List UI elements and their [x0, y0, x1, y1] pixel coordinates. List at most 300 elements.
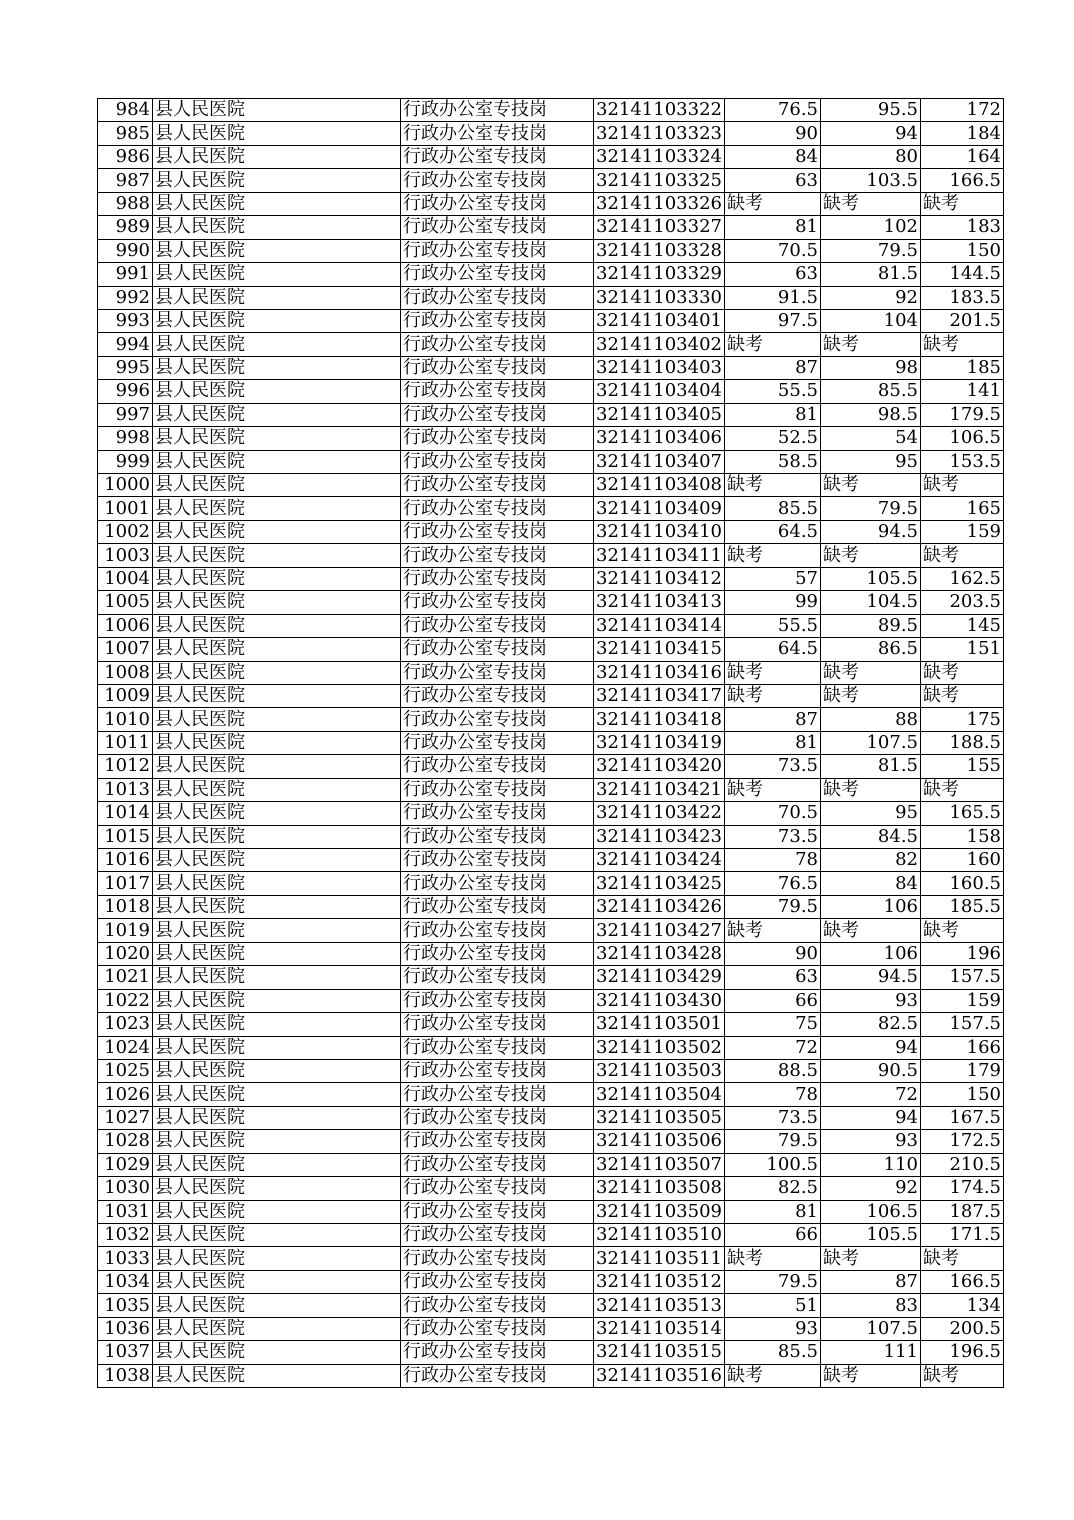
- exam-id-cell: 32141103407: [594, 450, 725, 473]
- employer-cell: 县人民医院: [153, 778, 401, 801]
- employer-cell: 县人民医院: [153, 1153, 401, 1176]
- serial-number-cell: 998: [98, 427, 153, 450]
- score-1-cell: 90: [725, 942, 821, 965]
- total-score-cell: 缺考: [921, 333, 1004, 356]
- score-table: [97, 98, 1004, 1388]
- exam-id-cell: 32141103404: [594, 380, 725, 403]
- exam-id-cell: 32141103422: [594, 802, 725, 825]
- employer-cell: 县人民医院: [153, 192, 401, 215]
- total-score-cell: 175: [921, 708, 1004, 731]
- position-cell: 行政办公室专技岗: [401, 286, 594, 309]
- position-cell: 行政办公室专技岗: [401, 1224, 594, 1247]
- employer-cell: 县人民医院: [153, 1013, 401, 1036]
- table-row: [98, 122, 1004, 145]
- score-1-cell: 79.5: [725, 1130, 821, 1153]
- total-score-cell: 缺考: [921, 192, 1004, 215]
- exam-id-cell: 32141103501: [594, 1013, 725, 1036]
- table-row: [98, 1083, 1004, 1106]
- serial-number-cell: 1018: [98, 895, 153, 918]
- score-1-cell: 缺考: [725, 192, 821, 215]
- score-1-cell: 63: [725, 966, 821, 989]
- employer-cell: 县人民医院: [153, 591, 401, 614]
- score-2-cell: 103.5: [821, 169, 921, 192]
- position-cell: 行政办公室专技岗: [401, 708, 594, 731]
- total-score-cell: 106.5: [921, 427, 1004, 450]
- score-2-cell: 缺考: [821, 192, 921, 215]
- exam-id-cell: 32141103511: [594, 1247, 725, 1270]
- serial-number-cell: 1038: [98, 1364, 153, 1387]
- position-cell: 行政办公室专技岗: [401, 169, 594, 192]
- serial-number-cell: 1024: [98, 1036, 153, 1059]
- employer-cell: 县人民医院: [153, 1177, 401, 1200]
- table-row: [98, 145, 1004, 168]
- exam-id-cell: 32141103515: [594, 1341, 725, 1364]
- table-row: [98, 849, 1004, 872]
- employer-cell: 县人民医院: [153, 1294, 401, 1317]
- employer-cell: 县人民医院: [153, 544, 401, 567]
- total-score-cell: 188.5: [921, 731, 1004, 754]
- score-1-cell: 88.5: [725, 1059, 821, 1082]
- total-score-cell: 162.5: [921, 567, 1004, 590]
- score-1-cell: 81: [725, 403, 821, 426]
- score-2-cell: 93: [821, 1130, 921, 1153]
- serial-number-cell: 1008: [98, 661, 153, 684]
- serial-number-cell: 1025: [98, 1059, 153, 1082]
- employer-cell: 县人民医院: [153, 1130, 401, 1153]
- employer-cell: 县人民医院: [153, 1106, 401, 1129]
- serial-number-cell: 1014: [98, 802, 153, 825]
- total-score-cell: 缺考: [921, 1247, 1004, 1270]
- total-score-cell: 179: [921, 1059, 1004, 1082]
- total-score-cell: 缺考: [921, 661, 1004, 684]
- serial-number-cell: 1033: [98, 1247, 153, 1270]
- total-score-cell: 196: [921, 942, 1004, 965]
- score-2-cell: 105.5: [821, 1224, 921, 1247]
- employer-cell: 县人民医院: [153, 309, 401, 332]
- score-1-cell: 64.5: [725, 520, 821, 543]
- score-1-cell: 82.5: [725, 1177, 821, 1200]
- table-row: [98, 216, 1004, 239]
- score-2-cell: 105.5: [821, 567, 921, 590]
- table-row: [98, 286, 1004, 309]
- employer-cell: 县人民医院: [153, 403, 401, 426]
- position-cell: 行政办公室专技岗: [401, 333, 594, 356]
- serial-number-cell: 1027: [98, 1106, 153, 1129]
- total-score-cell: 172: [921, 99, 1004, 122]
- total-score-cell: 153.5: [921, 450, 1004, 473]
- position-cell: 行政办公室专技岗: [401, 872, 594, 895]
- score-2-cell: 95.5: [821, 99, 921, 122]
- table-row: [98, 778, 1004, 801]
- score-2-cell: 94.5: [821, 520, 921, 543]
- score-1-cell: 66: [725, 989, 821, 1012]
- total-score-cell: 165.5: [921, 802, 1004, 825]
- total-score-cell: 203.5: [921, 591, 1004, 614]
- table-row: [98, 1036, 1004, 1059]
- total-score-cell: 172.5: [921, 1130, 1004, 1153]
- score-2-cell: 82.5: [821, 1013, 921, 1036]
- employer-cell: 县人民医院: [153, 427, 401, 450]
- table-row: [98, 497, 1004, 520]
- position-cell: 行政办公室专技岗: [401, 1247, 594, 1270]
- employer-cell: 县人民医院: [153, 1247, 401, 1270]
- table-row: [98, 474, 1004, 497]
- employer-cell: 县人民医院: [153, 474, 401, 497]
- position-cell: 行政办公室专技岗: [401, 1177, 594, 1200]
- position-cell: 行政办公室专技岗: [401, 919, 594, 942]
- score-2-cell: 106: [821, 895, 921, 918]
- score-1-cell: 73.5: [725, 1106, 821, 1129]
- exam-id-cell: 32141103401: [594, 309, 725, 332]
- position-cell: 行政办公室专技岗: [401, 1153, 594, 1176]
- employer-cell: 县人民医院: [153, 919, 401, 942]
- table-row: [98, 731, 1004, 754]
- exam-id-cell: 32141103428: [594, 942, 725, 965]
- exam-id-cell: 32141103408: [594, 474, 725, 497]
- score-2-cell: 110: [821, 1153, 921, 1176]
- position-cell: 行政办公室专技岗: [401, 731, 594, 754]
- position-cell: 行政办公室专技岗: [401, 591, 594, 614]
- total-score-cell: 缺考: [921, 778, 1004, 801]
- score-1-cell: 缺考: [725, 684, 821, 707]
- position-cell: 行政办公室专技岗: [401, 942, 594, 965]
- table-row: [98, 661, 1004, 684]
- position-cell: 行政办公室专技岗: [401, 263, 594, 286]
- exam-id-cell: 32141103411: [594, 544, 725, 567]
- score-2-cell: 缺考: [821, 1247, 921, 1270]
- serial-number-cell: 1006: [98, 614, 153, 637]
- employer-cell: 县人民医院: [153, 497, 401, 520]
- score-1-cell: 55.5: [725, 614, 821, 637]
- position-cell: 行政办公室专技岗: [401, 1106, 594, 1129]
- score-1-cell: 81: [725, 731, 821, 754]
- score-1-cell: 87: [725, 356, 821, 379]
- total-score-cell: 158: [921, 825, 1004, 848]
- total-score-cell: 144.5: [921, 263, 1004, 286]
- score-2-cell: 缺考: [821, 778, 921, 801]
- score-1-cell: 99: [725, 591, 821, 614]
- serial-number-cell: 1019: [98, 919, 153, 942]
- position-cell: 行政办公室专技岗: [401, 309, 594, 332]
- score-1-cell: 81: [725, 1200, 821, 1223]
- serial-number-cell: 1029: [98, 1153, 153, 1176]
- score-2-cell: 79.5: [821, 239, 921, 262]
- serial-number-cell: 991: [98, 263, 153, 286]
- score-1-cell: 93: [725, 1317, 821, 1340]
- table-row: [98, 825, 1004, 848]
- serial-number-cell: 986: [98, 145, 153, 168]
- table-row: [98, 333, 1004, 356]
- position-cell: 行政办公室专技岗: [401, 192, 594, 215]
- serial-number-cell: 987: [98, 169, 153, 192]
- employer-cell: 县人民医院: [153, 755, 401, 778]
- score-2-cell: 84.5: [821, 825, 921, 848]
- serial-number-cell: 1035: [98, 1294, 153, 1317]
- score-1-cell: 52.5: [725, 427, 821, 450]
- score-2-cell: 107.5: [821, 731, 921, 754]
- total-score-cell: 157.5: [921, 966, 1004, 989]
- total-score-cell: 184: [921, 122, 1004, 145]
- score-2-cell: 107.5: [821, 1317, 921, 1340]
- employer-cell: 县人民医院: [153, 520, 401, 543]
- employer-cell: 县人民医院: [153, 849, 401, 872]
- score-2-cell: 86.5: [821, 638, 921, 661]
- score-2-cell: 104: [821, 309, 921, 332]
- position-cell: 行政办公室专技岗: [401, 849, 594, 872]
- table-row: [98, 966, 1004, 989]
- table-row: [98, 544, 1004, 567]
- employer-cell: 县人民医院: [153, 1364, 401, 1387]
- table-row: [98, 520, 1004, 543]
- serial-number-cell: 1016: [98, 849, 153, 872]
- exam-id-cell: 32141103504: [594, 1083, 725, 1106]
- total-score-cell: 166.5: [921, 169, 1004, 192]
- table-row: [98, 1364, 1004, 1387]
- score-1-cell: 84: [725, 145, 821, 168]
- table-row: [98, 942, 1004, 965]
- table-row: [98, 1317, 1004, 1340]
- serial-number-cell: 997: [98, 403, 153, 426]
- total-score-cell: 201.5: [921, 309, 1004, 332]
- total-score-cell: 150: [921, 1083, 1004, 1106]
- score-1-cell: 缺考: [725, 544, 821, 567]
- score-1-cell: 76.5: [725, 99, 821, 122]
- score-1-cell: 缺考: [725, 1247, 821, 1270]
- position-cell: 行政办公室专技岗: [401, 99, 594, 122]
- score-1-cell: 78: [725, 1083, 821, 1106]
- score-1-cell: 72: [725, 1036, 821, 1059]
- exam-id-cell: 32141103409: [594, 497, 725, 520]
- employer-cell: 县人民医院: [153, 966, 401, 989]
- employer-cell: 县人民医院: [153, 1270, 401, 1293]
- score-1-cell: 85.5: [725, 497, 821, 520]
- total-score-cell: 165: [921, 497, 1004, 520]
- position-cell: 行政办公室专技岗: [401, 825, 594, 848]
- score-2-cell: 98.5: [821, 403, 921, 426]
- employer-cell: 县人民医院: [153, 450, 401, 473]
- exam-id-cell: 32141103410: [594, 520, 725, 543]
- total-score-cell: 200.5: [921, 1317, 1004, 1340]
- table-row: [98, 99, 1004, 122]
- employer-cell: 县人民医院: [153, 1059, 401, 1082]
- table-row: [98, 309, 1004, 332]
- employer-cell: 县人民医院: [153, 567, 401, 590]
- table-row: [98, 1247, 1004, 1270]
- exam-id-cell: 32141103512: [594, 1270, 725, 1293]
- score-1-cell: 66: [725, 1224, 821, 1247]
- total-score-cell: 166.5: [921, 1270, 1004, 1293]
- serial-number-cell: 995: [98, 356, 153, 379]
- total-score-cell: 缺考: [921, 684, 1004, 707]
- exam-id-cell: 32141103516: [594, 1364, 725, 1387]
- serial-number-cell: 1013: [98, 778, 153, 801]
- score-1-cell: 79.5: [725, 895, 821, 918]
- table-row: [98, 1341, 1004, 1364]
- score-2-cell: 92: [821, 286, 921, 309]
- exam-id-cell: 32141103426: [594, 895, 725, 918]
- table-row: [98, 895, 1004, 918]
- score-1-cell: 81: [725, 216, 821, 239]
- serial-number-cell: 1017: [98, 872, 153, 895]
- total-score-cell: 210.5: [921, 1153, 1004, 1176]
- employer-cell: 县人民医院: [153, 614, 401, 637]
- exam-id-cell: 32141103328: [594, 239, 725, 262]
- total-score-cell: 151: [921, 638, 1004, 661]
- score-1-cell: 100.5: [725, 1153, 821, 1176]
- serial-number-cell: 1036: [98, 1317, 153, 1340]
- table-row: [98, 1106, 1004, 1129]
- serial-number-cell: 1028: [98, 1130, 153, 1153]
- serial-number-cell: 994: [98, 333, 153, 356]
- position-cell: 行政办公室专技岗: [401, 684, 594, 707]
- score-1-cell: 51: [725, 1294, 821, 1317]
- total-score-cell: 缺考: [921, 474, 1004, 497]
- employer-cell: 县人民医院: [153, 731, 401, 754]
- score-2-cell: 80: [821, 145, 921, 168]
- serial-number-cell: 985: [98, 122, 153, 145]
- total-score-cell: 187.5: [921, 1200, 1004, 1223]
- exam-id-cell: 32141103506: [594, 1130, 725, 1153]
- score-2-cell: 83: [821, 1294, 921, 1317]
- exam-id-cell: 32141103507: [594, 1153, 725, 1176]
- position-cell: 行政办公室专技岗: [401, 520, 594, 543]
- table-row: [98, 591, 1004, 614]
- table-row: [98, 638, 1004, 661]
- score-1-cell: 97.5: [725, 309, 821, 332]
- position-cell: 行政办公室专技岗: [401, 122, 594, 145]
- position-cell: 行政办公室专技岗: [401, 567, 594, 590]
- employer-cell: 县人民医院: [153, 708, 401, 731]
- table-row: [98, 450, 1004, 473]
- score-1-cell: 64.5: [725, 638, 821, 661]
- table-row: [98, 802, 1004, 825]
- position-cell: 行政办公室专技岗: [401, 1270, 594, 1293]
- exam-id-cell: 32141103325: [594, 169, 725, 192]
- serial-number-cell: 984: [98, 99, 153, 122]
- score-1-cell: 70.5: [725, 239, 821, 262]
- position-cell: 行政办公室专技岗: [401, 380, 594, 403]
- exam-id-cell: 32141103425: [594, 872, 725, 895]
- serial-number-cell: 1000: [98, 474, 153, 497]
- position-cell: 行政办公室专技岗: [401, 1130, 594, 1153]
- score-1-cell: 79.5: [725, 1270, 821, 1293]
- exam-id-cell: 32141103412: [594, 567, 725, 590]
- exam-id-cell: 32141103502: [594, 1036, 725, 1059]
- total-score-cell: 134: [921, 1294, 1004, 1317]
- table-row: [98, 919, 1004, 942]
- total-score-cell: 164: [921, 145, 1004, 168]
- total-score-cell: 171.5: [921, 1224, 1004, 1247]
- exam-id-cell: 32141103509: [594, 1200, 725, 1223]
- exam-id-cell: 32141103508: [594, 1177, 725, 1200]
- total-score-cell: 183.5: [921, 286, 1004, 309]
- serial-number-cell: 1037: [98, 1341, 153, 1364]
- score-2-cell: 79.5: [821, 497, 921, 520]
- total-score-cell: 185.5: [921, 895, 1004, 918]
- total-score-cell: 145: [921, 614, 1004, 637]
- serial-number-cell: 1022: [98, 989, 153, 1012]
- score-1-cell: 缺考: [725, 919, 821, 942]
- serial-number-cell: 1026: [98, 1083, 153, 1106]
- score-1-cell: 55.5: [725, 380, 821, 403]
- position-cell: 行政办公室专技岗: [401, 1013, 594, 1036]
- exam-id-cell: 32141103424: [594, 849, 725, 872]
- table-row: [98, 169, 1004, 192]
- table-row: [98, 872, 1004, 895]
- employer-cell: 县人民医院: [153, 802, 401, 825]
- score-2-cell: 85.5: [821, 380, 921, 403]
- exam-id-cell: 32141103421: [594, 778, 725, 801]
- position-cell: 行政办公室专技岗: [401, 1083, 594, 1106]
- employer-cell: 县人民医院: [153, 1224, 401, 1247]
- total-score-cell: 167.5: [921, 1106, 1004, 1129]
- total-score-cell: 159: [921, 989, 1004, 1012]
- position-cell: 行政办公室专技岗: [401, 802, 594, 825]
- total-score-cell: 155: [921, 755, 1004, 778]
- score-2-cell: 54: [821, 427, 921, 450]
- total-score-cell: 缺考: [921, 1364, 1004, 1387]
- serial-number-cell: 1010: [98, 708, 153, 731]
- total-score-cell: 157.5: [921, 1013, 1004, 1036]
- score-2-cell: 缺考: [821, 661, 921, 684]
- serial-number-cell: 993: [98, 309, 153, 332]
- exam-id-cell: 32141103327: [594, 216, 725, 239]
- serial-number-cell: 992: [98, 286, 153, 309]
- score-1-cell: 73.5: [725, 825, 821, 848]
- serial-number-cell: 1021: [98, 966, 153, 989]
- score-1-cell: 90: [725, 122, 821, 145]
- position-cell: 行政办公室专技岗: [401, 778, 594, 801]
- score-2-cell: 94: [821, 1106, 921, 1129]
- total-score-cell: 150: [921, 239, 1004, 262]
- table-row: [98, 356, 1004, 379]
- table-row: [98, 1224, 1004, 1247]
- table-row: [98, 755, 1004, 778]
- serial-number-cell: 1004: [98, 567, 153, 590]
- total-score-cell: 183: [921, 216, 1004, 239]
- score-2-cell: 98: [821, 356, 921, 379]
- exam-id-cell: 32141103323: [594, 122, 725, 145]
- employer-cell: 县人民医院: [153, 895, 401, 918]
- serial-number-cell: 1032: [98, 1224, 153, 1247]
- position-cell: 行政办公室专技岗: [401, 239, 594, 262]
- employer-cell: 县人民医院: [153, 661, 401, 684]
- position-cell: 行政办公室专技岗: [401, 356, 594, 379]
- total-score-cell: 166: [921, 1036, 1004, 1059]
- total-score-cell: 141: [921, 380, 1004, 403]
- score-2-cell: 缺考: [821, 544, 921, 567]
- exam-id-cell: 32141103415: [594, 638, 725, 661]
- employer-cell: 县人民医院: [153, 872, 401, 895]
- table-row: [98, 1294, 1004, 1317]
- employer-cell: 县人民医院: [153, 825, 401, 848]
- total-score-cell: 缺考: [921, 544, 1004, 567]
- exam-id-cell: 32141103330: [594, 286, 725, 309]
- exam-id-cell: 32141103413: [594, 591, 725, 614]
- score-1-cell: 缺考: [725, 661, 821, 684]
- position-cell: 行政办公室专技岗: [401, 1294, 594, 1317]
- score-1-cell: 63: [725, 263, 821, 286]
- score-2-cell: 89.5: [821, 614, 921, 637]
- exam-id-cell: 32141103406: [594, 427, 725, 450]
- position-cell: 行政办公室专技岗: [401, 1364, 594, 1387]
- table-row: [98, 239, 1004, 262]
- serial-number-cell: 1031: [98, 1200, 153, 1223]
- score-2-cell: 88: [821, 708, 921, 731]
- score-1-cell: 57: [725, 567, 821, 590]
- position-cell: 行政办公室专技岗: [401, 1059, 594, 1082]
- table-row: [98, 1270, 1004, 1293]
